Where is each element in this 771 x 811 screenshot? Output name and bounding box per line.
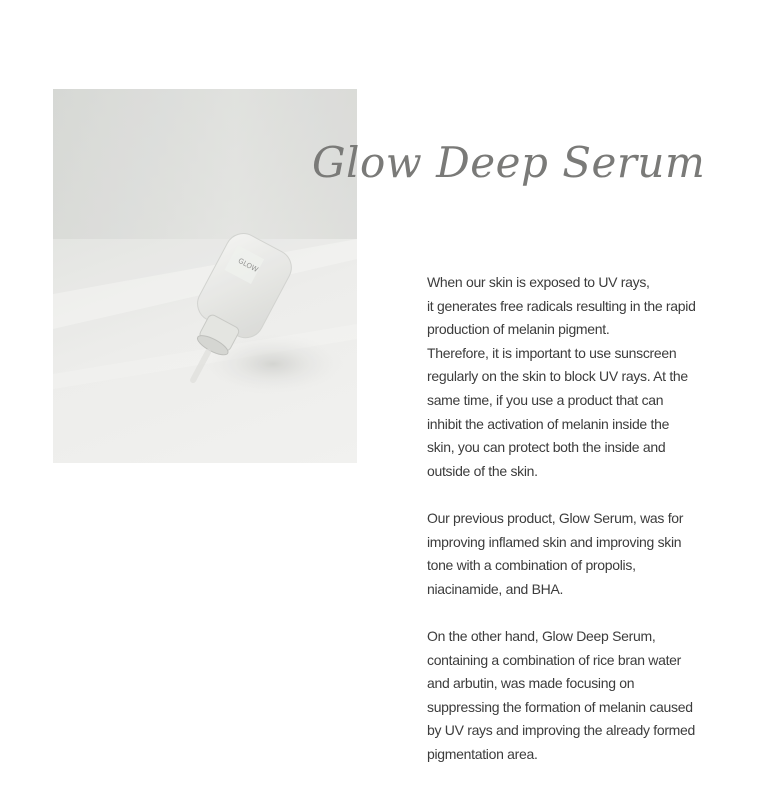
svg-text:GLOW: GLOW <box>236 256 260 275</box>
text-line: by UV rays and improving the already formed <box>427 722 696 739</box>
text-line: When our skin is exposed to UV rays, <box>427 274 650 290</box>
text-line: skin, you can protect both the inside and <box>427 439 666 456</box>
text-line: same time, if you use a product that can <box>427 391 664 408</box>
description-paragraph-1 <box>427 271 712 483</box>
text-line: niacinamide, and BHA. <box>427 580 564 597</box>
text-line: tone with a combination of propolis, <box>427 557 636 574</box>
text-line: and arbutin, was made focusing on <box>427 675 635 692</box>
text-line: suppressing the formation of melanin caused <box>427 698 693 715</box>
text-line: pigmentation area. <box>427 745 538 762</box>
text-line: inhibit the activation of melanin inside the <box>427 415 670 432</box>
text-line: containing a combination of rice bran water <box>427 651 682 668</box>
text-line: Therefore, it is important to use sunscreen <box>427 344 677 361</box>
description-paragraph-3 <box>427 625 712 767</box>
text-line: regularly on the skin to block UV rays. At the <box>427 368 688 385</box>
text-line: it generates free radicals resulting in the rapid <box>427 297 696 314</box>
text-line: outside of the skin. <box>427 462 538 479</box>
text-line: Our previous product, Glow Serum, was for <box>427 509 684 526</box>
page-title: Glow Deep Serum <box>312 138 706 187</box>
text-line: improving inflamed skin and improving skin <box>427 533 682 550</box>
text-line: production of melanin pigment. <box>427 321 610 338</box>
product-description <box>427 271 712 766</box>
description-paragraph-2 <box>427 507 712 601</box>
text-line: On the other hand, Glow Deep Serum, <box>427 627 656 644</box>
